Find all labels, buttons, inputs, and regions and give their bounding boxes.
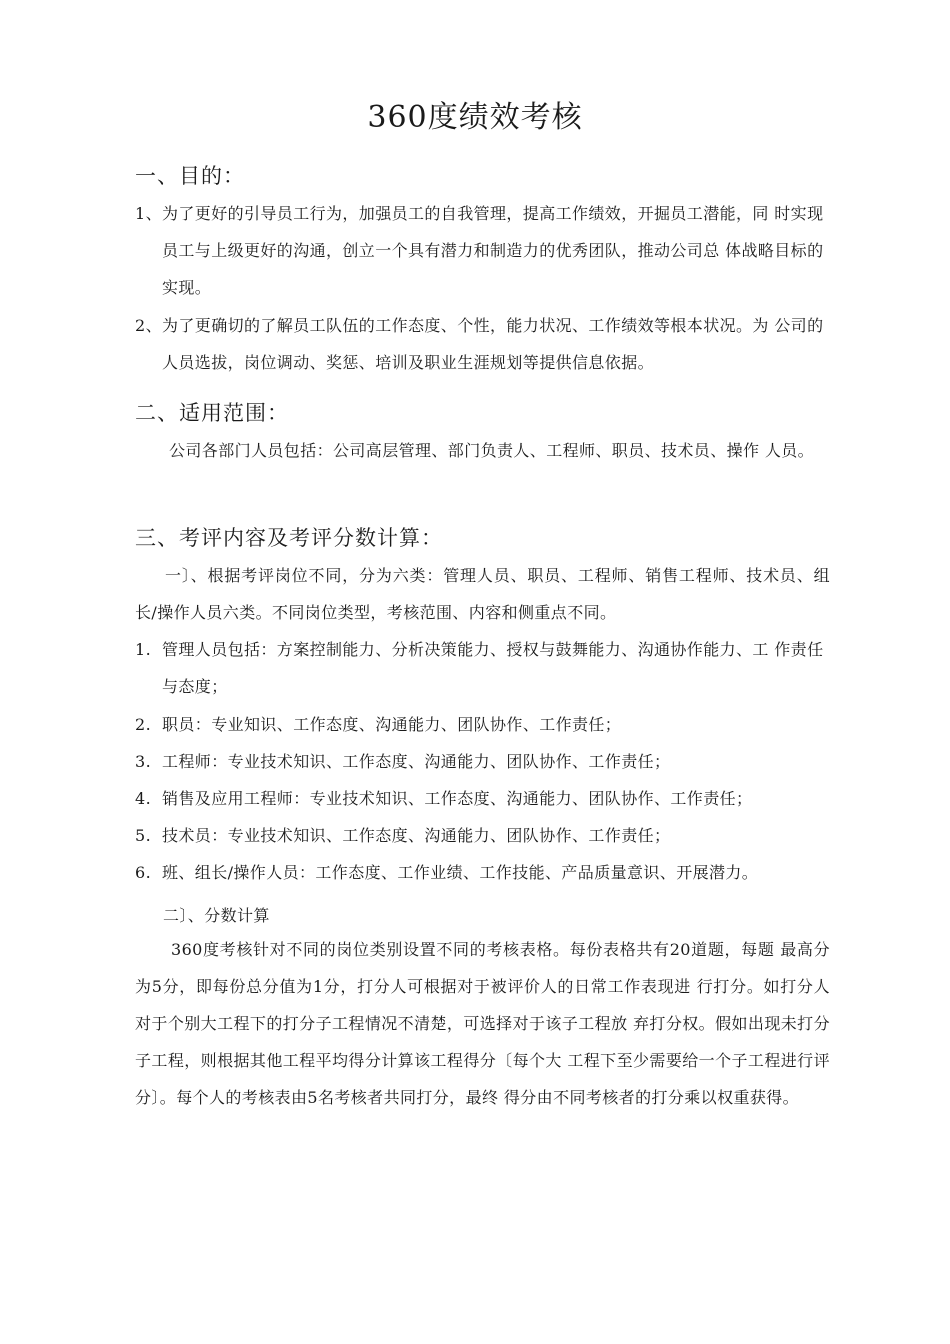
- score-calc-paragraph: 360度考核针对不同的岗位类别设置不同的考核表格。每份表格共有20道题，每题 最高分为5分，即每份总分值为1分，打分人可根据对于被评价人的日常工作表现进 行打分。如打分人对于个别大工程下的打分子工程情况不清楚，可选择对于该子工程放 弃打分权。假如出现未打分子工程，则根据其他工程平均得分计算该工程得分〔每个大 工程下至少需要给一个子工程进行评分〕。每个人的考核表由5名考核者共同打分，最终 得分由不同考核者的打分乘以权重获得。: [135, 940, 830, 1107]
- item-text: 销售及应用工程师：专业技术知识、工作态度、沟通能力、团队协作、工作责任；: [162, 789, 753, 808]
- sub-heading-score-calc: 二〕、分数计算: [163, 906, 270, 925]
- section-heading-scope: 二、适用范围：: [135, 401, 289, 425]
- item-number: 5.: [135, 826, 152, 845]
- document-title: 360度绩效考核: [367, 100, 583, 135]
- item-number: 2.: [135, 715, 152, 734]
- role-item: [135, 743, 830, 780]
- item-text: 为了更确切的了解员工队伍的工作态度、个性，能力状况、工作绩效等根本状况。为 公司的人员选拔，岗位调动、奖惩、培训及职业生涯规划等提供信息依据。: [162, 316, 824, 372]
- item-number: 4.: [135, 789, 152, 808]
- item-text: 工程师：专业技术知识、工作态度、沟通能力、团队协作、工作责任；: [162, 752, 671, 771]
- role-item: [135, 706, 830, 743]
- role-item: [135, 854, 830, 891]
- item-number: 3.: [135, 752, 152, 771]
- role-item: [135, 817, 830, 854]
- role-item: [135, 780, 830, 817]
- item-text: 班、组长/操作人员：工作态度、工作业绩、工作技能、产品质量意识、开展潜力。: [162, 863, 759, 882]
- item-text: 技术员：专业技术知识、工作态度、沟通能力、团队协作、工作责任；: [162, 826, 671, 845]
- section-heading-content: 三、考评内容及考评分数计算：: [135, 526, 443, 550]
- scope-paragraph: 公司各部门人员包括：公司高层管理、部门负责人、工程师、职员、技术员、操作 人员。: [169, 441, 815, 460]
- item-text: 职员：专业知识、工作态度、沟通能力、团队协作、工作责任；: [162, 715, 622, 734]
- section-heading-purpose: 一、目的：: [135, 164, 245, 188]
- item-number: 1.: [135, 640, 152, 659]
- content-intro: 一〕、根据考评岗位不同，分为六类：管理人员、职员、工程师、销售工程师、技术员、组长/操作人员六类。不同岗位类型，考核范围、内容和侧重点不同。: [135, 566, 830, 622]
- purpose-item: [135, 195, 830, 306]
- item-text: 为了更好的引导员工行为，加强员工的自我管理，提高工作绩效，开掘员工潜能，同 时实现员工与上级更好的沟通，创立一个具有潜力和制造力的优秀团队，推动公司总 体战略目标的实现。: [162, 204, 824, 297]
- item-text: 管理人员包括：方案控制能力、分析决策能力、授权与鼓舞能力、沟通协作能力、工 作责任与态度；: [162, 640, 824, 696]
- item-number: 6.: [135, 863, 152, 882]
- item-number: 2、: [135, 316, 162, 335]
- role-item: [135, 631, 830, 705]
- purpose-item: [135, 307, 830, 381]
- item-number: 1、: [135, 204, 162, 223]
